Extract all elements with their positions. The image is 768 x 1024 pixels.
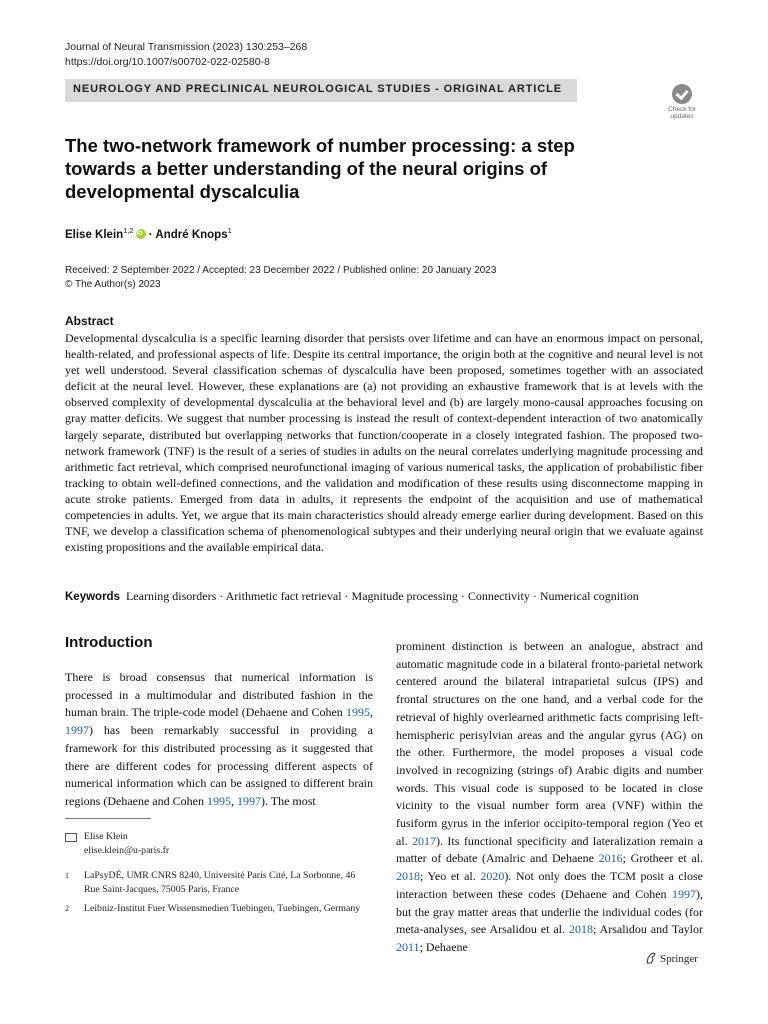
abstract-text: Developmental dyscalculia is a specific learning disorder that persists over lifetime and can have an enormous impact on personal, health-related, and professional aspects of life. Despite its central importance, the origin both at the cognitive and neural level is not yet well understood. Several classification schemas of dyscalculia have been proposed, sometimes together with an associated deficit at the neural level. However, these explanations are (a) not providing an exhaustive framework that is at levels with the observed complexity of developmental dyscalculia at the behavioral level and (b) are largely mono-causal approaches focusing on gray matter deficits. We suggest that number processing is instead the result of context-dependent interaction of two anatomically largely separate, distributed but overlapping networks that function/cooperate in a closely integrated fashion. The proposed two-network framework (TNF) is the result of a series of studies in adults on the neural correlates underlying magnitude processing and arithmetic fact retrieval, which comprised neurofunctional imaging of various numerical tasks, the application of probabilistic fiber tracking to obtain well-defined connections, and the validation and modification of these results using disconnectome mapping in acute stroke patients. Emerged from data in adults, it represents the endpoint of the acquisition and use of mathematical competencies in adults. Yet, we argue that its main characteristics should already emerge earlier during development. Based on this TNF, we develop a classification schema of phenomenological subtypes and their underlying neural origin that we evaluate against existing propositions and the available empirical data.: [65, 331, 703, 555]
paragraph-text: ; Dehaene: [419, 939, 468, 954]
mail-icon: [65, 833, 77, 842]
abstract-heading: Abstract: [65, 314, 114, 328]
contact-email[interactable]: elise.klein@u-paris.fr: [84, 844, 170, 856]
journal-citation: Journal of Neural Transmission (2023) 130:253–268: [65, 41, 308, 53]
affiliation-mark: 1: [227, 226, 232, 235]
citation-link[interactable]: 1995: [346, 705, 370, 720]
publication-dates: [65, 264, 496, 292]
affiliation-text: Leibniz-Institut Fuer Wissensmedien Tuebingen, Tuebingen, Germany: [84, 903, 361, 914]
publisher-name: Springer: [660, 953, 698, 965]
paragraph-text: ). Not only does the TCM posit a close interaction between these codes (Dehaene and Cohen: [396, 869, 704, 901]
journal-header: [65, 40, 307, 70]
citation-link[interactable]: 2017: [412, 833, 437, 848]
affiliation-footnote: [65, 869, 365, 896]
affiliation-footnote: [65, 902, 365, 916]
section-label: NEUROLOGY AND PRECLINICAL NEUROLOGICAL STUDIES - ORIGINAL ARTICLE: [73, 83, 562, 95]
citation-link[interactable]: 2020: [480, 869, 505, 884]
section-banner: [65, 79, 577, 102]
citation-link[interactable]: 2018: [396, 869, 420, 884]
copyright: © The Author(s) 2023: [65, 279, 161, 290]
author-name[interactable]: Elise Klein: [65, 228, 124, 241]
citation-link[interactable]: 2018: [568, 922, 593, 937]
footnote-mark: 1: [65, 871, 69, 880]
paragraph-text: ). The most: [260, 793, 316, 808]
corresponding-author: [65, 830, 169, 857]
citation-link[interactable]: 1995: [206, 793, 231, 808]
citation-link[interactable]: 1997: [672, 886, 696, 901]
paragraph-text: ), but the gray matter areas that underlie the individual codes (for meta-analyses, see Arsalidou et al.: [396, 886, 703, 937]
publisher-logo: [645, 952, 698, 965]
body-column-left: There is broad consensus that numerical information is processed in a multimodular and distributed fashion in the human brain. The triple-code model (Dehaene and Cohen 1995, 1997) has been remarkably successful in providing a framework for this distributed processing as it suggested that there are different codes for processing different aspects of numerical information which can be assigned to different brain regions (Dehaene and Cohen 1995, 1997). The most: [65, 670, 373, 808]
paragraph-text: ). Its functional specificity and lateralization remain a matter of debate (Amalric and Dehaene: [396, 833, 703, 866]
article-title: The two-network framework of number processing: a step towards a better understanding of the neural origins of developmental dyscalculia: [65, 135, 575, 202]
footnote-divider: [65, 818, 151, 819]
doi-link[interactable]: https://doi.org/10.1007/s00702-022-02580-8: [65, 56, 270, 68]
citation-link[interactable]: 1997: [236, 793, 261, 808]
body-column-right: prominent distinction is between an analogue, abstract and automatic magnitude code in a bilateral fronto-parietal network centered around the bilateral intraparietal sulcus (IPS) and frontal structures on the one hand, and a verbal code for the retrieval of highly overlearned arithmetic facts comprising left-hemispheric perisylvian areas and the angular gyrus (AG) on the other. Furthermore, the model proposes a visual code involved in recognizing (strings of) Arabic digits and number words. This visual code is supposed to be located in close vicinity to the visual number form area (VNF) within the fusiform gyrus in the inferior occipito-temporal region (Yeo et al. 2017). Its functional specificity and lateralization remain a matter of debate (Amalric and Dehaene 2016; Grotheer et al. 2018; Yeo et al. 2020). Not only does the TCM posit a close interaction between these codes (Dehaene and Cohen 1997), but the gray matter areas that underlie the individual codes (for meta-analyses, see Arsalidou et al. 2018; Arsalidou and Taylor 2011; Dehaene: [396, 639, 704, 954]
citation-link[interactable]: 2011: [396, 939, 420, 954]
check-updates-icon: [672, 84, 692, 104]
check-for-updates-badge[interactable]: [662, 84, 702, 124]
citation-link[interactable]: 1997: [65, 723, 89, 738]
paragraph-text: prominent distinction is between an analogue, abstract and automatic magnitude code in a bilateral fronto-parietal network centered around the bilateral intraparietal sulcus (IPS) and frontal structures on the one hand, and a verbal code for the retrieval of highly overlearned arithmetic facts comprising left-hemispheric perisylvian areas and the angular gyrus (AG) on the other. Furthermore, the model proposes a visual code involved in recognizing (strings of) Arabic digits and number words. This visual code is supposed to be located in close vicinity to the visual number form area (VNF) within the fusiform gyrus in the inferior occipito-temporal region (Yeo et al.: [396, 639, 703, 848]
paragraph-text: There is broad consensus that numerical information is processed in a multimodular and distributed fashion in the human brain. The triple-code model (Dehaene and Cohen: [65, 670, 373, 720]
orcid-icon[interactable]: [136, 229, 146, 239]
history-dates: Received: 2 September 2022 / Accepted: 23 December 2022 / Published online: 20 January 2023: [65, 265, 497, 276]
paragraph-text: ) has been remarkably successful in providing a framework for this distributed processing as it suggested that there are different codes for processing different aspects of numerical information which can be assigned to different brain regions (Dehaene and Cohen: [65, 723, 373, 808]
footnote-mark: 2: [65, 904, 69, 913]
section-heading: Introduction: [65, 634, 153, 651]
keywords-label: Keywords: [65, 591, 120, 603]
keywords-list: Learning disorders · Arithmetic fact retrieval · Magnitude processing · Connectivity · Numerical cognition: [125, 589, 639, 603]
contact-name: Elise Klein: [84, 831, 128, 842]
author-separator: ·: [145, 228, 156, 241]
author-name[interactable]: André Knops: [155, 228, 228, 241]
affiliation-text: LaPsyDÉ, UMR CNRS 8240, Université Paris Cité, La Sorbonne, 46 Rue Saint-Jacques, 75005 Paris, France: [84, 870, 356, 895]
citation-link[interactable]: 2016: [598, 851, 623, 866]
springer-horse-icon: [645, 952, 657, 964]
keywords: [65, 589, 639, 604]
author-list: [65, 226, 232, 241]
affiliation-mark: 1,2: [123, 226, 134, 235]
check-updates-label: Check for updates: [668, 106, 696, 120]
